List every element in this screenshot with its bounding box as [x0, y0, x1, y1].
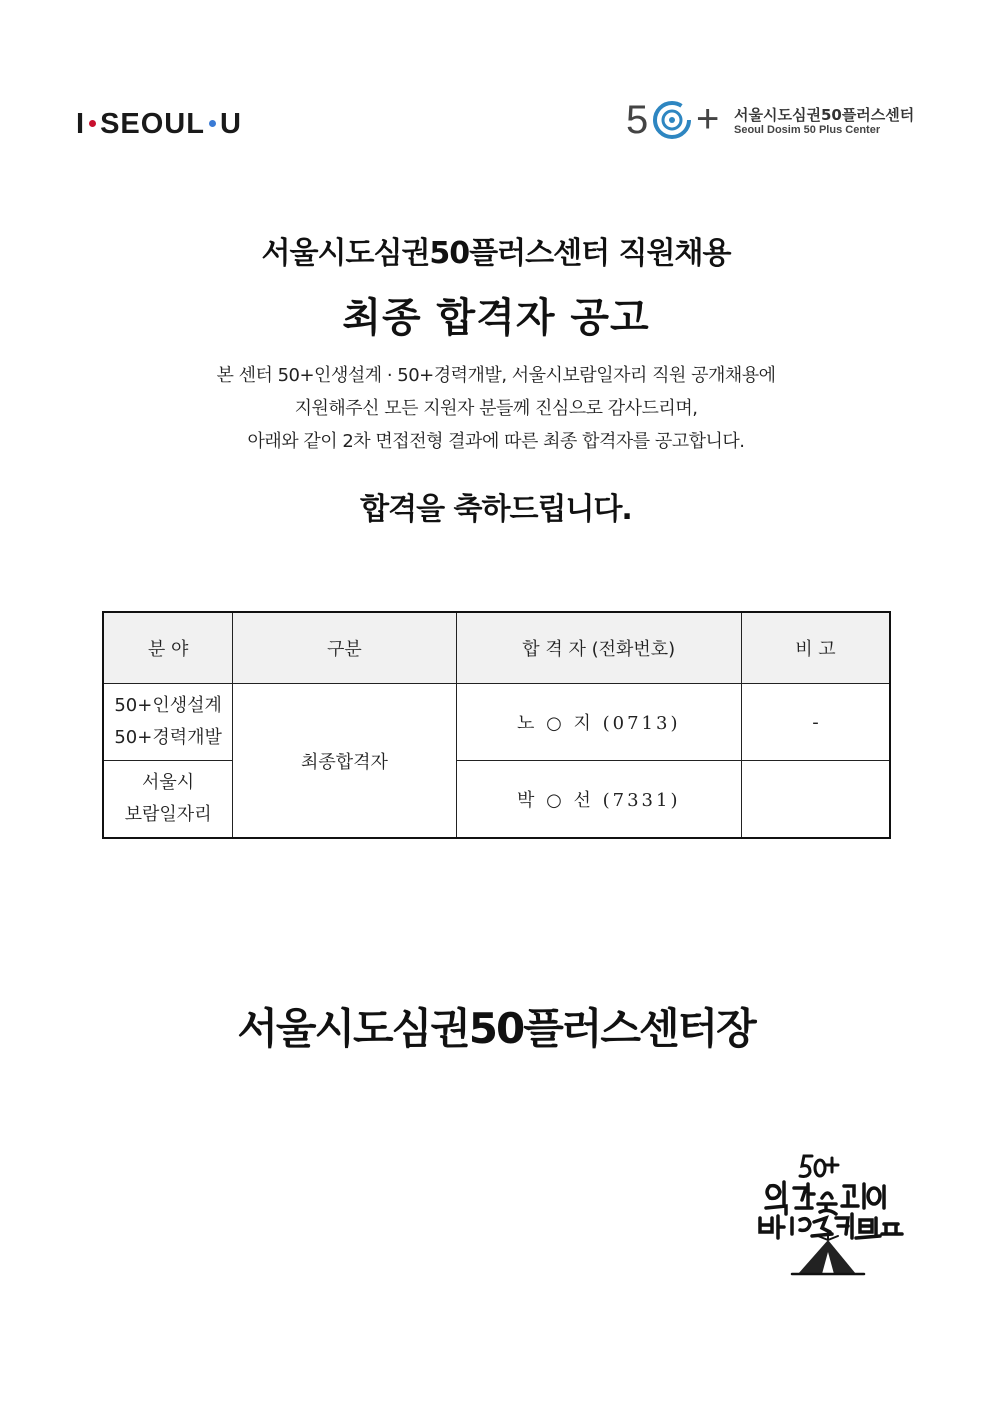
header-category: 구분	[233, 612, 456, 684]
intro-line3: 아래와 같이 2차 면접전형 결과에 따른 최종 합격자를 공고합니다.	[247, 431, 745, 452]
logo-blue-dot	[209, 120, 216, 127]
basecamp-stamp-logo	[752, 1148, 912, 1278]
field-line: 보람일자리	[124, 804, 212, 825]
applicant-cell: 박 ○ 선 (7331)	[456, 761, 741, 839]
field-cell	[103, 684, 233, 761]
congratulations-text: 합격을 축하드립니다.	[360, 492, 632, 527]
center-name-korean: 서울시도심권50플러스센터	[734, 106, 915, 124]
intro-line2: 지원해주신 모든 지원자 분들께 진심으로 감사드리며,	[294, 398, 698, 419]
intro-line1: 본 센터 50+인생설계 · 50+경력개발, 서울시보람일자리 직원 공개채용에	[216, 365, 776, 386]
header-field: 분 야	[103, 612, 233, 684]
logo-word-seoul: SEOUL	[100, 107, 205, 140]
logo-letter-i: I	[76, 107, 86, 140]
issuer-signature: 서울시도심권50플러스센터장	[237, 1004, 755, 1053]
note-cell	[741, 761, 890, 839]
table-row	[103, 761, 890, 839]
notice-title-line1: 서울시도심권50플러스센터 직원채용	[261, 236, 731, 271]
results-table	[102, 611, 891, 839]
header-note: 비 고	[741, 612, 890, 684]
note-cell: -	[741, 684, 890, 761]
fiftyplus-logo	[626, 96, 926, 144]
table-header-row	[103, 612, 890, 684]
logo-plus-sign: +	[696, 97, 720, 141]
logo-digit-five: 5	[626, 98, 649, 142]
logo-red-dot	[89, 120, 96, 127]
table-row	[103, 684, 890, 761]
center-name-english: Seoul Dosim 50 Plus Center	[734, 124, 881, 136]
iseoulu-logo	[76, 106, 242, 142]
notice-title-line2: 최종 합격자 공고	[342, 295, 650, 341]
header-applicant: 합 격 자 (전화번호)	[456, 612, 741, 684]
applicant-cell: 노 ○ 지 (0713)	[456, 684, 741, 761]
field-cell	[103, 761, 233, 839]
field-line: 50+인생설계	[114, 695, 222, 716]
category-cell: 최종합격자	[233, 684, 456, 839]
field-line: 50+경력개발	[114, 727, 222, 748]
field-line: 서울시	[142, 772, 195, 793]
logo-letter-u: U	[219, 107, 242, 140]
target-ring-icon	[649, 99, 695, 141]
